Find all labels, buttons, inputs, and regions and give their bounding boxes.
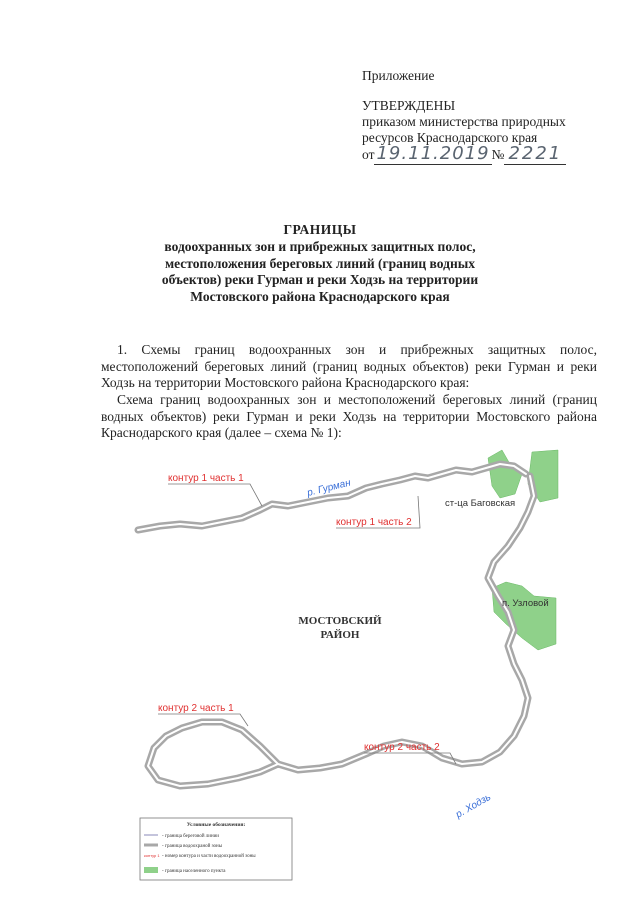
title-line-1: водоохранных зон и прибрежных защитных полос, xyxy=(164,238,476,254)
label-contour-2-1: контур 2 часть 1 xyxy=(158,703,234,714)
title-line-4: Мостовского района Краснодарского края xyxy=(190,289,450,305)
settlement-area-uzlovoy xyxy=(492,582,556,650)
document-title xyxy=(100,222,540,306)
title-line-2: местоположения береговых линий (границ водных xyxy=(164,255,476,271)
label-district-line-2: РАЙОН xyxy=(320,629,360,641)
label-contour-1-2: контур 1 часть 2 xyxy=(336,517,412,528)
leader-contour-1-1 xyxy=(168,484,262,506)
label-river-khodz: р. Ходзь xyxy=(454,791,493,821)
date-prefix: от xyxy=(362,147,375,162)
label-settlement-uzlovoy: п. Узловой xyxy=(502,598,549,609)
approval-line-1: приказом министерства природных xyxy=(362,114,566,129)
date-value: 19.11.2019 xyxy=(376,143,490,164)
paragraph-2: Схема границ водоохранных зон и местоположений береговых линий (границ водных объектов) реки Гурман и реки Ходзь на территории Мостовского района Краснодарского края (далее – схема № 1): xyxy=(101,392,597,440)
approved-label: УТВЕРЖДЕНЫ xyxy=(362,98,456,113)
order-number: 2221 xyxy=(504,143,566,165)
label-river-gurman: р. Гурман xyxy=(306,477,352,499)
paragraph-1: 1. Схемы границ водоохранных зон и прибрежных защитных полос, местоположений береговых линий (границ водных объектов) реки Гурман и реки Ходзь на территории Мостовского района Краснодарского края: xyxy=(101,342,597,390)
legend-swatch-settlement xyxy=(144,867,158,873)
approval-line-2: ресурсов Краснодарского края xyxy=(362,130,538,145)
approval-block xyxy=(362,68,622,163)
map-legend xyxy=(140,818,292,880)
appendix-label: Приложение xyxy=(362,68,435,83)
legend-item-settlement: - граница населенного пункта xyxy=(162,869,226,874)
legend-swatch-contour: контур 1 xyxy=(144,853,160,858)
approval-date-line xyxy=(362,143,622,164)
title-line-3: объектов) реки Гурман и реки Ходзь на территории xyxy=(161,272,479,288)
legend-title: Условные обозначения: xyxy=(186,822,246,828)
label-district-line-1: МОСТОВСКИЙ xyxy=(298,615,382,627)
label-contour-1-1: контур 1 часть 1 xyxy=(168,473,244,484)
scheme-map xyxy=(110,446,560,886)
label-contour-2-2: контур 2 часть 2 xyxy=(364,742,440,753)
label-settlement-bagovskaya: ст-ца Баговская xyxy=(445,498,516,509)
title-main: ГРАНИЦЫ xyxy=(283,222,357,237)
legend-item-zone: - граница водоохраной зоны xyxy=(162,844,223,849)
settlement-area-bagovskaya xyxy=(488,450,522,498)
number-prefix: № xyxy=(491,147,505,162)
legend-item-shoreline: - граница береговой линии xyxy=(162,834,219,839)
legend-item-contour: - номер контура и части водоохранной зоны xyxy=(162,854,256,859)
